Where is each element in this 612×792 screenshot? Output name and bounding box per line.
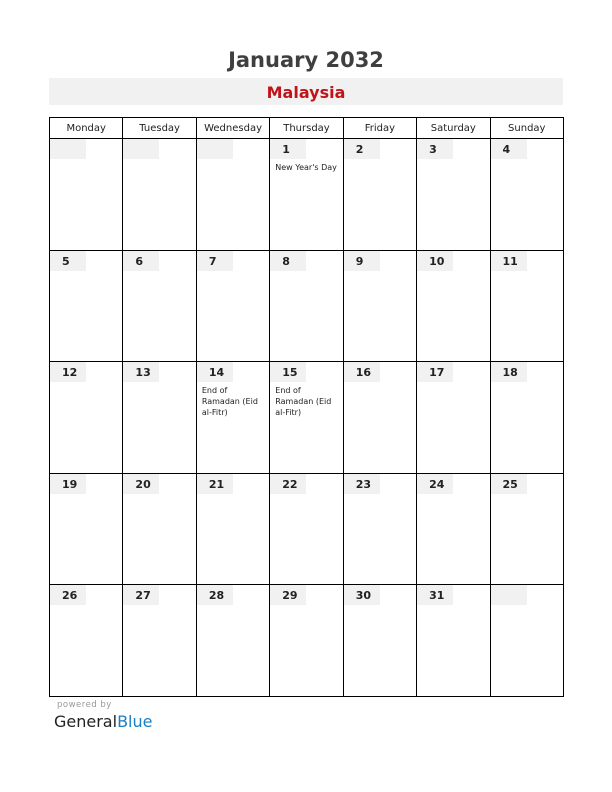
calendar-day-cell[interactable] [417,473,490,585]
calendar-week-row [50,362,564,474]
day-number: 18 [491,362,527,382]
calendar-day-cell[interactable] [343,362,416,474]
calendar-day-cell[interactable] [490,473,563,585]
day-number: 22 [270,474,306,494]
calendar-day-cell[interactable] [196,250,269,362]
day-number: 19 [50,474,86,494]
day-number: 10 [417,251,453,271]
day-number: 3 [417,139,453,159]
day-number: 25 [491,474,527,494]
weekday-header: Wednesday [196,118,269,139]
calendar-day-cell[interactable] [50,250,123,362]
calendar-day-cell[interactable] [343,585,416,697]
day-number: 2 [344,139,380,159]
day-number: 20 [123,474,159,494]
calendar-day-cell[interactable] [123,473,196,585]
powered-by-label: powered by [57,700,112,710]
calendar-day-cell[interactable] [196,473,269,585]
day-number: 5 [50,251,86,271]
brand-general: General [54,712,118,731]
calendar-day-cell[interactable] [417,250,490,362]
day-number: 17 [417,362,453,382]
calendar-day-cell[interactable] [490,362,563,474]
day-number: 31 [417,585,453,605]
country-banner [49,78,563,105]
day-number: 1 [270,139,306,159]
calendar-day-cell[interactable] [123,250,196,362]
weekday-header: Thursday [270,118,343,139]
calendar-day-cell[interactable] [50,585,123,697]
day-number: 8 [270,251,306,271]
day-number [50,139,86,159]
day-number: 13 [123,362,159,382]
calendar-week-row [50,473,564,585]
day-number: 30 [344,585,380,605]
day-number: 28 [197,585,233,605]
day-number [197,139,233,159]
calendar-day-cell[interactable] [270,585,343,697]
brand-logo[interactable] [54,712,152,731]
weekday-header: Saturday [417,118,490,139]
calendar-day-cell[interactable] [490,585,563,697]
day-number: 6 [123,251,159,271]
holiday-label: End of Ramadan (Eid al-Fitr) [201,386,258,418]
calendar-day-cell[interactable] [270,250,343,362]
weekday-header-row [50,118,564,139]
day-number: 11 [491,251,527,271]
calendar-week-row [50,250,564,362]
weekday-header: Friday [343,118,416,139]
day-number: 21 [197,474,233,494]
weekday-header: Sunday [490,118,563,139]
day-number: 7 [197,251,233,271]
day-number: 14 [197,362,233,382]
calendar-day-cell[interactable] [490,250,563,362]
day-number: 16 [344,362,380,382]
calendar-day-cell[interactable] [196,585,269,697]
day-number: 15 [270,362,306,382]
calendar-day-cell[interactable] [123,139,196,251]
day-number: 23 [344,474,380,494]
weekday-header: Tuesday [123,118,196,139]
brand-blue: Blue [117,712,153,731]
day-number: 4 [491,139,527,159]
day-number [123,139,159,159]
page-title: January 2032 [228,48,384,72]
weekday-header: Monday [50,118,123,139]
calendar-day-cell[interactable] [417,362,490,474]
calendar-day-cell[interactable] [123,362,196,474]
calendar-day-cell[interactable] [417,585,490,697]
calendar-day-cell[interactable] [343,139,416,251]
calendar-day-cell[interactable] [343,473,416,585]
calendar-day-cell[interactable] [50,139,123,251]
day-number: 9 [344,251,380,271]
holiday-label: New Year's Day [275,163,337,172]
holiday-label: End of Ramadan (Eid al-Fitr) [275,386,332,418]
calendar-day-cell[interactable] [50,473,123,585]
country-name: Malaysia [266,83,346,102]
calendar-day-cell[interactable] [343,250,416,362]
calendar-day-cell[interactable] [270,139,343,251]
calendar-day-cell[interactable] [196,139,269,251]
day-number: 26 [50,585,86,605]
day-number [491,585,527,605]
day-number: 29 [270,585,306,605]
calendar-week-row [50,585,564,697]
day-number: 12 [50,362,86,382]
calendar-day-cell[interactable] [50,362,123,474]
calendar-day-cell[interactable] [417,139,490,251]
calendar-day-cell[interactable] [196,362,269,474]
calendar-grid [49,117,564,697]
calendar-day-cell[interactable] [490,139,563,251]
calendar-day-cell[interactable] [270,362,343,474]
calendar-week-row [50,139,564,251]
day-number: 24 [417,474,453,494]
calendar-day-cell[interactable] [123,585,196,697]
calendar-day-cell[interactable] [270,473,343,585]
day-number: 27 [123,585,159,605]
